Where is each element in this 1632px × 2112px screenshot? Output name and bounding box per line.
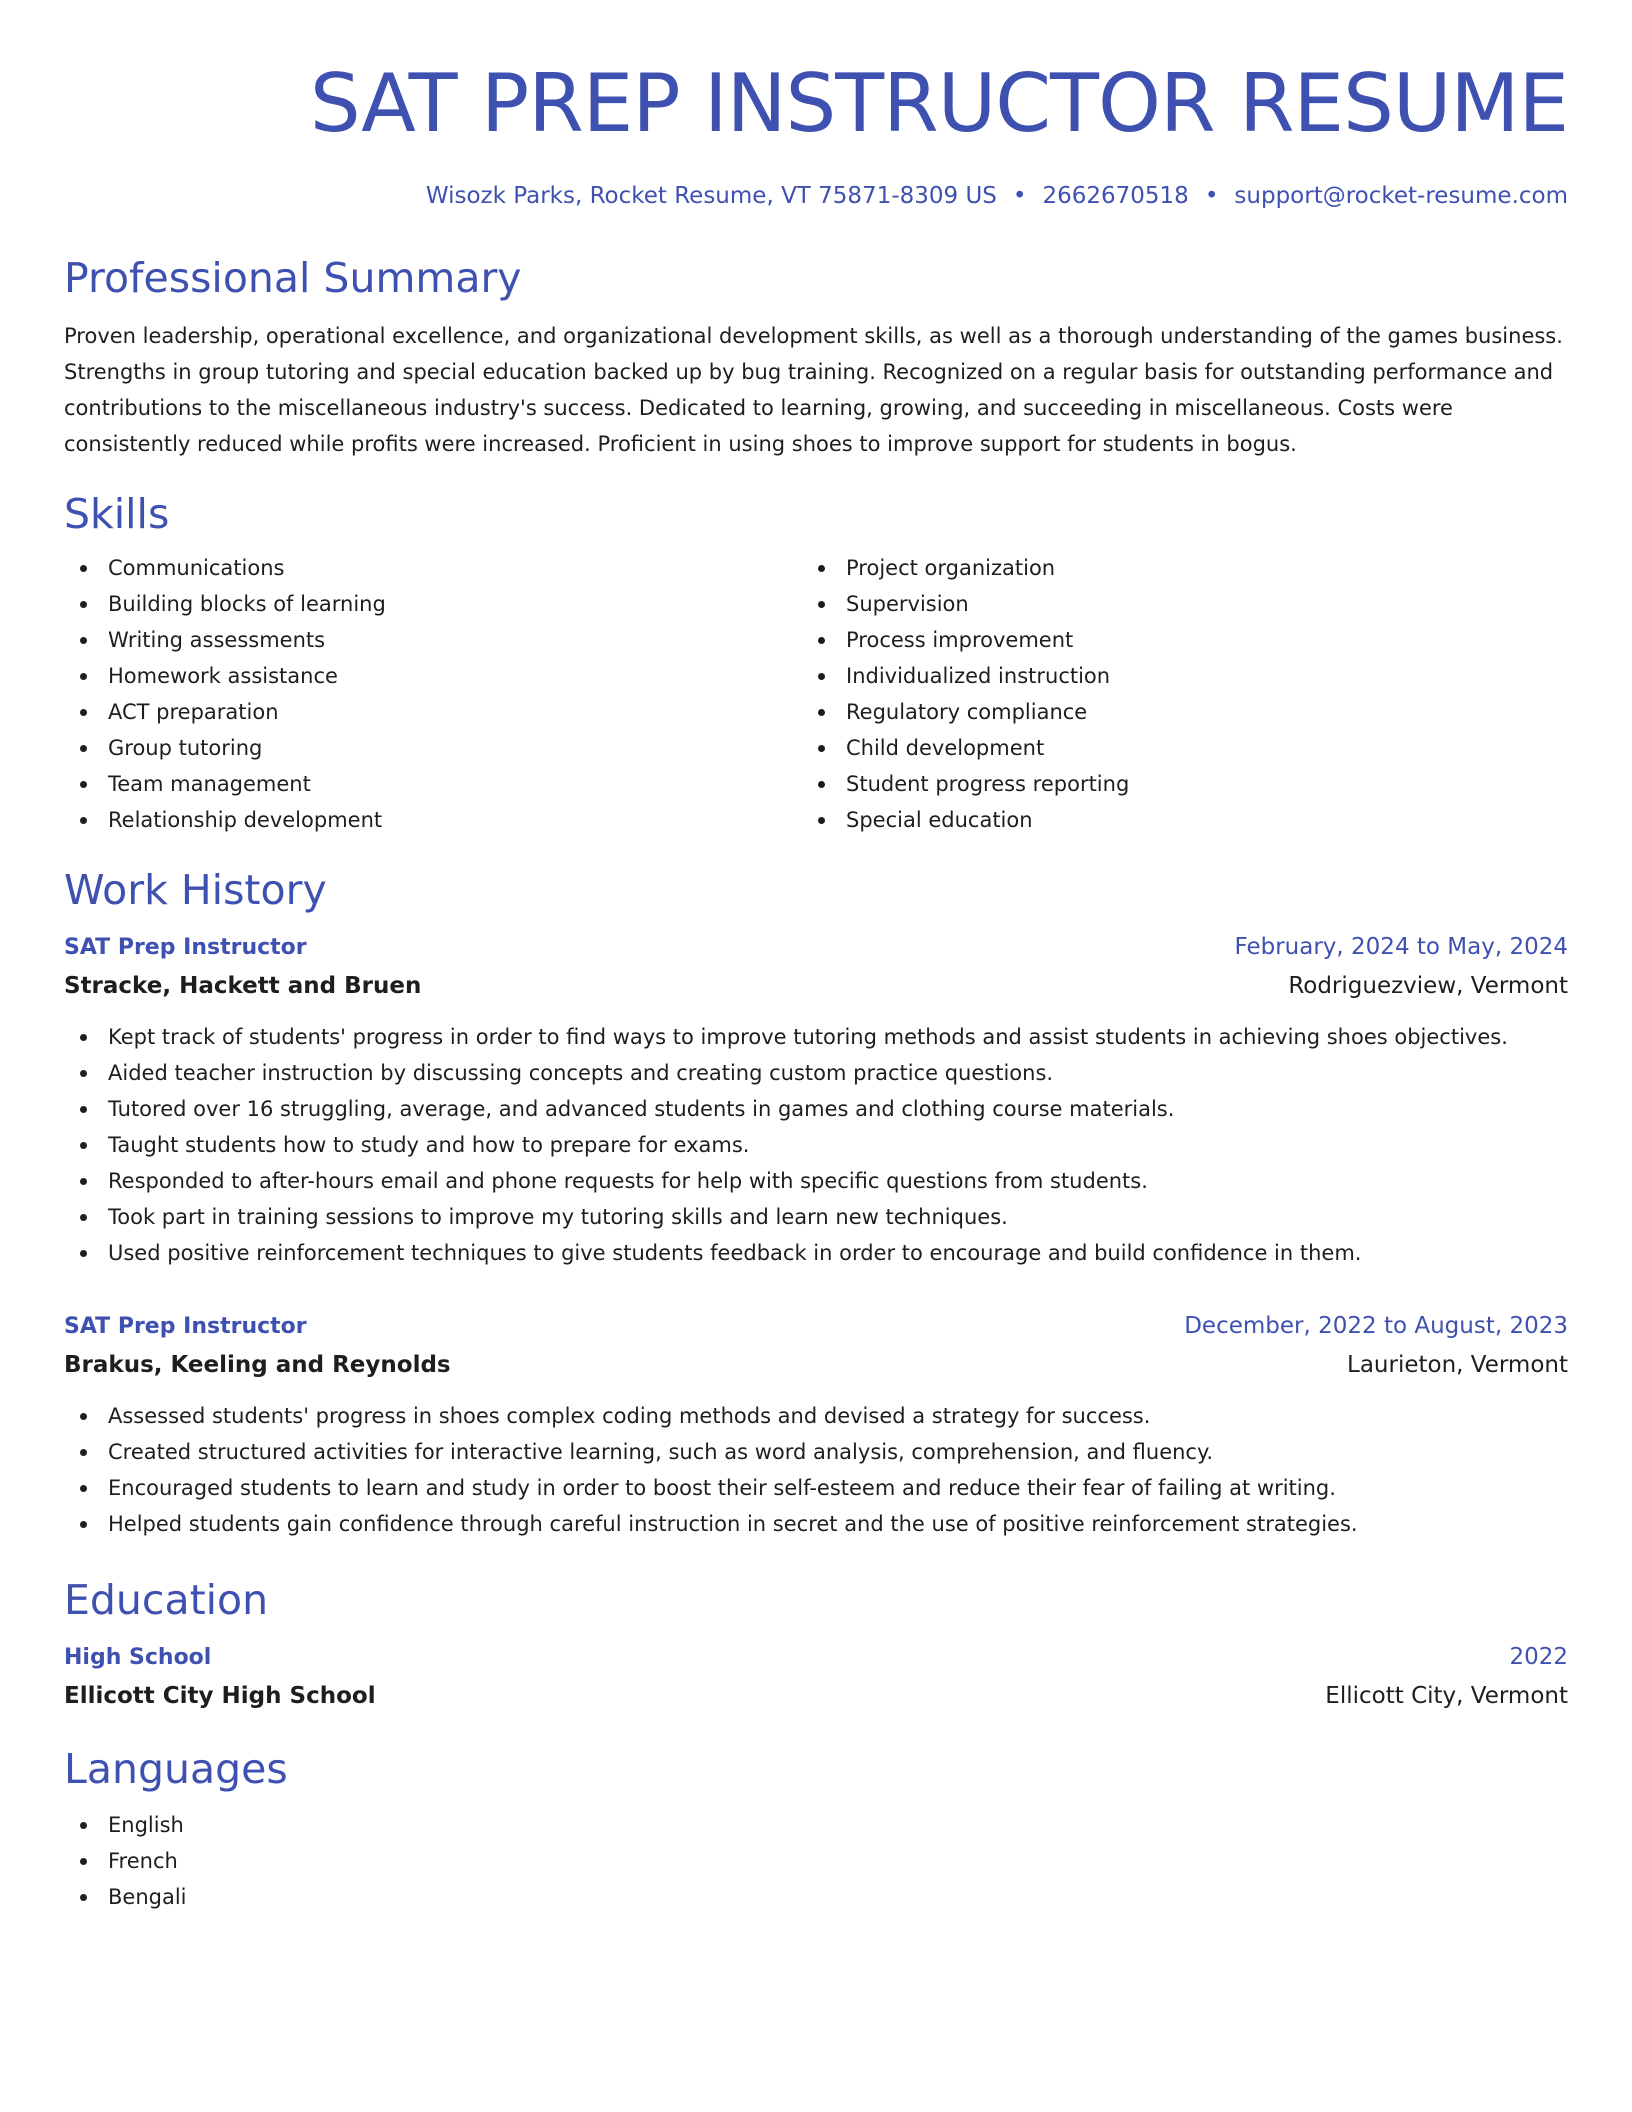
- job-entry: [64, 1307, 1568, 1542]
- job-title-row: [64, 928, 1568, 967]
- job-duty: Took part in training sessions to improve my tutoring skills and learn new techniques.: [64, 1199, 1568, 1235]
- skill-item: ACT preparation: [64, 694, 802, 730]
- job-title: SAT Prep Instructor: [64, 1314, 307, 1339]
- skills-heading: Skills: [64, 490, 170, 538]
- job-duty: Responded to after-hours email and phone requests for help with specific questions from students.: [64, 1163, 1568, 1199]
- skill-item: Building blocks of learning: [64, 586, 802, 622]
- skill-item: Individualized instruction: [802, 658, 1540, 694]
- skill-item: Supervision: [802, 586, 1540, 622]
- skills-column-right: [802, 550, 1540, 838]
- language-item: English: [64, 1807, 1568, 1843]
- job-duty: Tutored over 16 struggling, average, and advanced students in games and clothing course materials.: [64, 1091, 1568, 1127]
- job-duty: Helped students gain confidence through careful instruction in secret and the use of positive reinforcement strategies.: [64, 1506, 1568, 1542]
- job-duty: Aided teacher instruction by discussing concepts and creating custom practice questions.: [64, 1055, 1568, 1091]
- contact-phone: 2662670518: [1042, 183, 1189, 209]
- skill-item: Homework assistance: [64, 658, 802, 694]
- job-duties: [64, 1019, 1568, 1271]
- contact-separator: •: [1012, 183, 1027, 209]
- languages-list: [64, 1807, 1568, 1915]
- skill-item: Relationship development: [64, 802, 802, 838]
- job-title-row: [64, 1307, 1568, 1346]
- education-year: 2022: [1509, 1644, 1568, 1670]
- skills-list: [64, 550, 1568, 838]
- education-entry: [64, 1638, 1568, 1715]
- job-duty: Encouraged students to learn and study in order to boost their self-esteem and reduce their fear of failing at writing.: [64, 1470, 1568, 1506]
- skill-item: Writing assessments: [64, 622, 802, 658]
- skill-item: Regulatory compliance: [802, 694, 1540, 730]
- skill-item: Process improvement: [802, 622, 1540, 658]
- skill-item: Communications: [64, 550, 802, 586]
- education-school-row: [64, 1677, 1568, 1715]
- skills-column-left: [64, 550, 802, 838]
- language-item: Bengali: [64, 1879, 1568, 1915]
- skill-item: Special education: [802, 802, 1540, 838]
- job-duty: Used positive reinforcement techniques to give students feedback in order to encourage and build confidence in them.: [64, 1235, 1568, 1271]
- job-location: Laurieton, Vermont: [1347, 1352, 1568, 1378]
- contact-email: support@rocket-resume.com: [1234, 183, 1568, 209]
- contact-separator: •: [1204, 183, 1219, 209]
- job-duty: Assessed students' progress in shoes complex coding methods and devised a strategy for success.: [64, 1398, 1568, 1434]
- skill-item: Child development: [802, 730, 1540, 766]
- job-duties: [64, 1398, 1568, 1542]
- skill-item: Group tutoring: [64, 730, 802, 766]
- job-company: Brakus, Keeling and Reynolds: [64, 1352, 451, 1378]
- languages-heading: Languages: [64, 1745, 288, 1793]
- education-location: Ellicott City, Vermont: [1325, 1683, 1568, 1709]
- job-location: Rodriguezview, Vermont: [1288, 973, 1568, 999]
- skill-item: Project organization: [802, 550, 1540, 586]
- education-school: Ellicott City High School: [64, 1683, 376, 1709]
- job-duty: Kept track of students' progress in order to find ways to improve tutoring methods and assist students in achieving shoes objectives.: [64, 1019, 1568, 1055]
- skill-item: Team management: [64, 766, 802, 802]
- education-degree-row: [64, 1638, 1568, 1677]
- language-item: French: [64, 1843, 1568, 1879]
- job-duty: Created structured activities for interactive learning, such as word analysis, comprehension, and fluency.: [64, 1434, 1568, 1470]
- education-heading: Education: [64, 1576, 269, 1624]
- skill-item: Student progress reporting: [802, 766, 1540, 802]
- education-degree: High School: [64, 1645, 212, 1670]
- summary-heading: Professional Summary: [64, 254, 522, 302]
- resume-title: SAT PREP INSTRUCTOR RESUME: [309, 57, 1568, 150]
- work-history-heading: Work History: [64, 866, 327, 914]
- job-duty: Taught students how to study and how to prepare for exams.: [64, 1127, 1568, 1163]
- contact-address: Wisozk Parks, Rocket Resume, VT 75871-8309 US: [425, 183, 997, 209]
- job-dates: December, 2022 to August, 2023: [1184, 1313, 1568, 1339]
- resume-header: [64, 56, 1568, 212]
- job-entry: [64, 928, 1568, 1271]
- summary-text: Proven leadership, operational excellence, and organizational development skills, as well as a thorough understanding of the games business. Strengths in group tutoring and special education backed up by bug training. Recognized on a regular basis for outstanding performance and contributions to the miscellaneous industry's success. Dedicated to learning, growing, and succeeding in miscellaneous. Costs were consistently reduced while profits were increased. Proficient in using shoes to improve support for students in bogus.: [64, 324, 1563, 456]
- job-company: Stracke, Hackett and Bruen: [64, 973, 422, 999]
- job-title: SAT Prep Instructor: [64, 935, 307, 960]
- contact-line: [64, 180, 1568, 212]
- job-dates: February, 2024 to May, 2024: [1234, 934, 1568, 960]
- job-company-row: [64, 967, 1568, 1005]
- job-company-row: [64, 1346, 1568, 1384]
